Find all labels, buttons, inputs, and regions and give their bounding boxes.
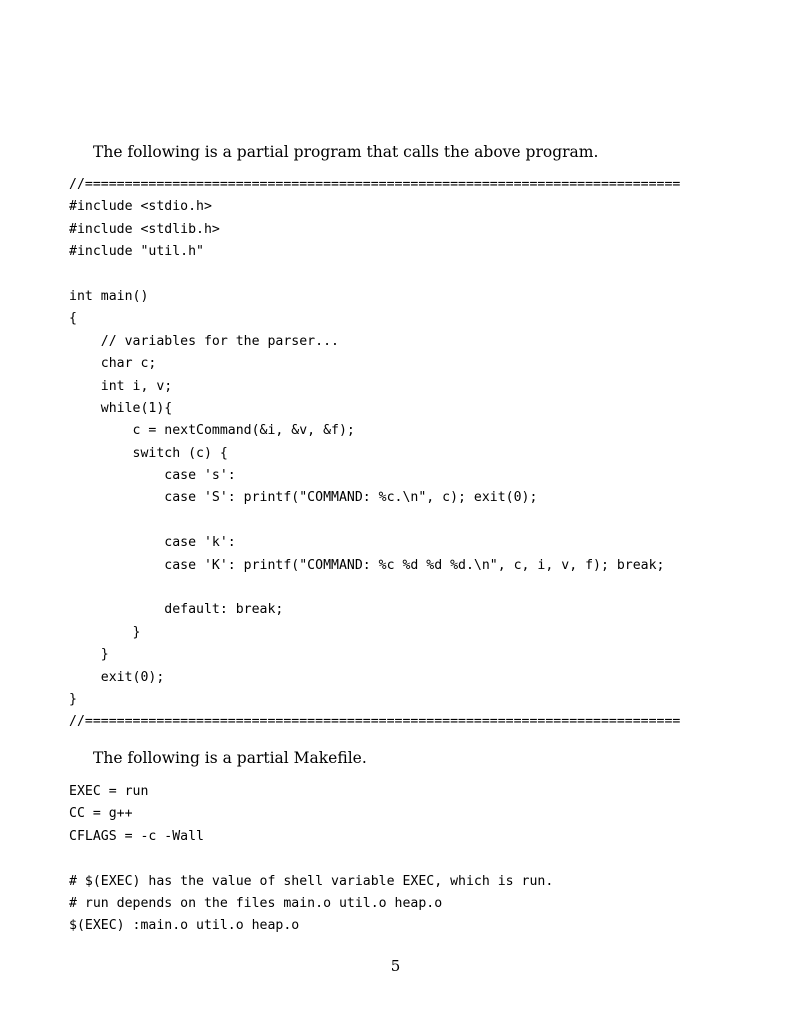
code-line — [69, 264, 680, 286]
code-line: case 'K': printf("COMMAND: %c %d %d %d.\n", c, i, v, f); break; — [69, 557, 665, 573]
code-line: } — [69, 624, 141, 640]
code-line: } — [69, 647, 109, 663]
makefile-code-listing — [69, 781, 553, 938]
code-line: #include <stdlib.h> — [69, 221, 220, 237]
code-line — [69, 510, 680, 532]
makefile-line: CFLAGS = -c -Wall — [69, 828, 204, 844]
code-line: case 's': — [69, 468, 236, 484]
code-line: exit(0); — [69, 669, 165, 685]
code-line: case 'k': — [69, 535, 236, 551]
intro-paragraph: The following is a partial program that calls the above program. — [93, 143, 599, 161]
code-line: c = nextCommand(&i, &v, &f); — [69, 423, 355, 439]
makefile-intro-paragraph: The following is a partial Makefile. — [93, 749, 367, 767]
makefile-line: # run depends on the files main.o util.o heap.o — [69, 895, 443, 911]
code-line: default: break; — [69, 602, 284, 618]
page-number: 5 — [390, 957, 401, 975]
makefile-line: # $(EXEC) has the value of shell variable EXEC, which is run. — [69, 873, 554, 889]
code-line: int i, v; — [69, 378, 173, 394]
makefile-line: EXEC = run — [69, 784, 149, 799]
code-line: int main() — [69, 288, 149, 304]
code-line: //=========================================================================== — [69, 714, 681, 730]
code-line: #include "util.h" — [69, 244, 204, 260]
code-line: //=========================================================================== — [69, 177, 681, 192]
code-line: switch (c) { — [69, 445, 228, 461]
code-line: while(1){ — [69, 400, 173, 416]
code-line: { — [69, 311, 77, 327]
code-line: #include <stdio.h> — [69, 199, 212, 215]
makefile-line — [69, 848, 553, 870]
makefile-line: $(EXEC) :main.o util.o heap.o — [69, 918, 300, 934]
code-line: char c; — [69, 356, 157, 372]
code-line: // variables for the parser... — [69, 333, 339, 349]
code-line: } — [69, 691, 77, 707]
program-code-listing — [69, 174, 680, 734]
code-line — [69, 577, 680, 599]
makefile-line: CC = g++ — [69, 806, 133, 822]
code-line: case 'S': printf("COMMAND: %c.\n", c); exit(0); — [69, 490, 538, 506]
